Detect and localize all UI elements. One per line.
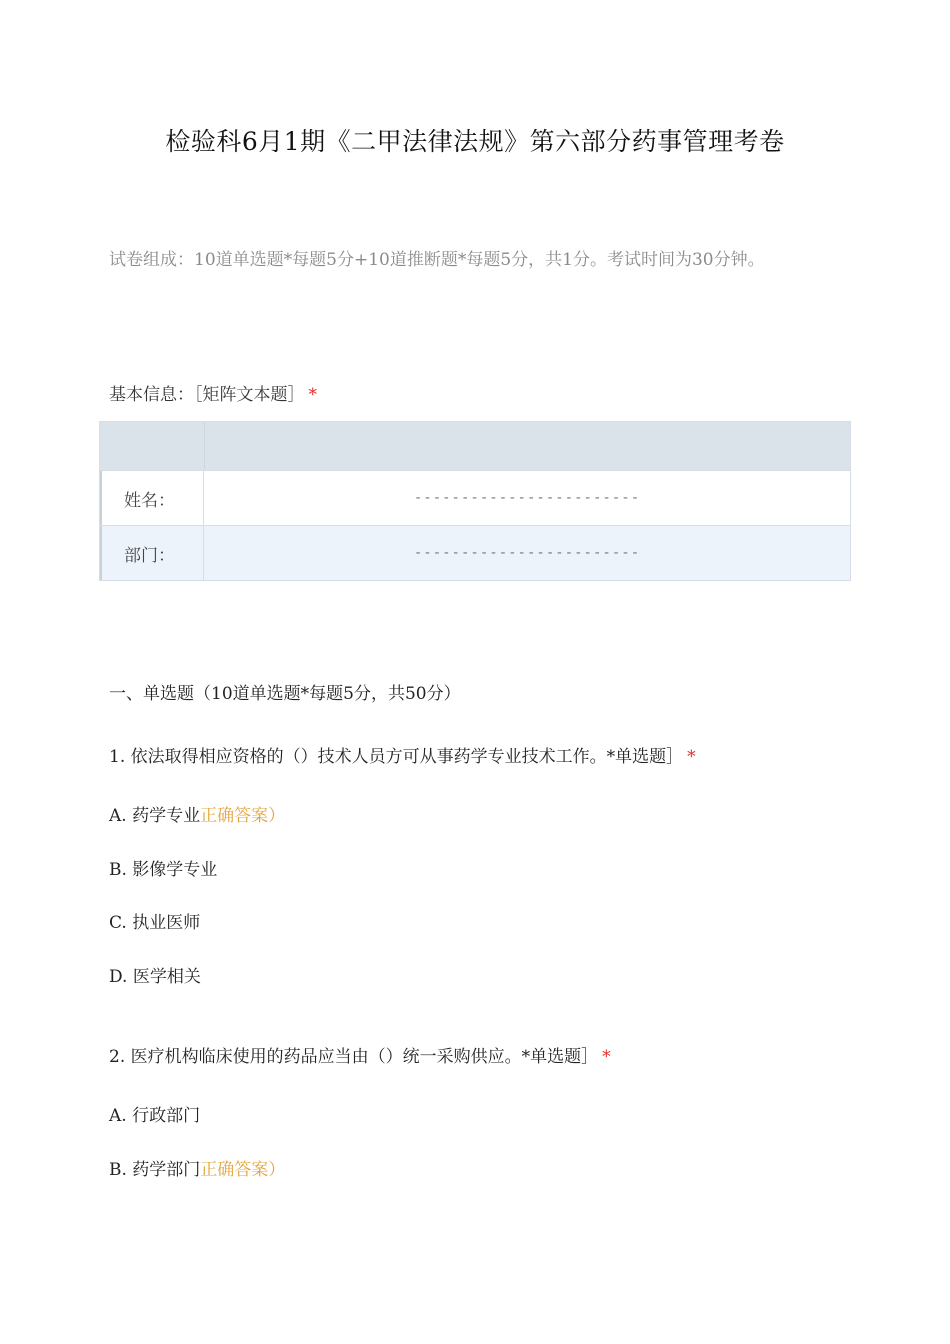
question-1 — [109, 742, 696, 767]
required-mark: * — [687, 747, 696, 767]
option-text: B. 药学部门 — [109, 1160, 201, 1180]
basic-info-label-text: 基本信息：［矩阵文本题］ — [109, 385, 305, 405]
section-title: 一、单选题（10道单选题*每题5分，共50分） — [109, 684, 461, 704]
question-text: 2. 医疗机构临床使用的药品应当由（）统一采购供应。*单选题］ — [109, 1047, 599, 1067]
correct-answer-note: 正确答案） — [200, 1160, 286, 1180]
option-1d[interactable] — [109, 962, 201, 987]
department-field[interactable]: ------------------------ — [413, 545, 641, 561]
option-text: B. 影像学专业 — [109, 860, 218, 880]
required-mark: * — [308, 385, 317, 405]
option-1b[interactable] — [109, 855, 217, 880]
name-label: 姓名： — [100, 471, 204, 525]
name-field[interactable]: ------------------------ — [413, 490, 641, 506]
option-1a[interactable] — [109, 801, 285, 826]
correct-answer-note: 正确答案） — [200, 806, 286, 826]
basic-info-matrix — [99, 421, 851, 581]
option-text: A. 行政部门 — [109, 1106, 201, 1126]
department-label: 部门： — [100, 526, 204, 580]
page-title: 检验科6月1期《二甲法律法规》第六部分药事管理考卷 — [165, 127, 785, 156]
option-text: D. 医学相关 — [109, 967, 201, 987]
required-mark: * — [602, 1047, 611, 1067]
option-2b[interactable] — [109, 1155, 285, 1180]
option-text: A. 药学专业 — [109, 806, 201, 826]
option-text: C. 执业医师 — [109, 913, 201, 933]
option-2a[interactable] — [109, 1101, 200, 1126]
basic-info-label — [109, 380, 317, 405]
exam-intro: 试卷组成：10道单选题*每题5分+10道推断题*每题5分，共1分。考试时间为30分钟。 — [109, 250, 765, 270]
question-text: 1. 依法取得相应资格的（）技术人员方可从事药学专业技术工作。*单选题］ — [109, 747, 684, 767]
matrix-header — [100, 422, 850, 470]
option-1c[interactable] — [109, 908, 200, 933]
matrix-header-cell-label — [100, 422, 205, 470]
matrix-row-name — [100, 470, 850, 525]
matrix-row-department — [100, 525, 850, 580]
question-2 — [109, 1042, 611, 1067]
